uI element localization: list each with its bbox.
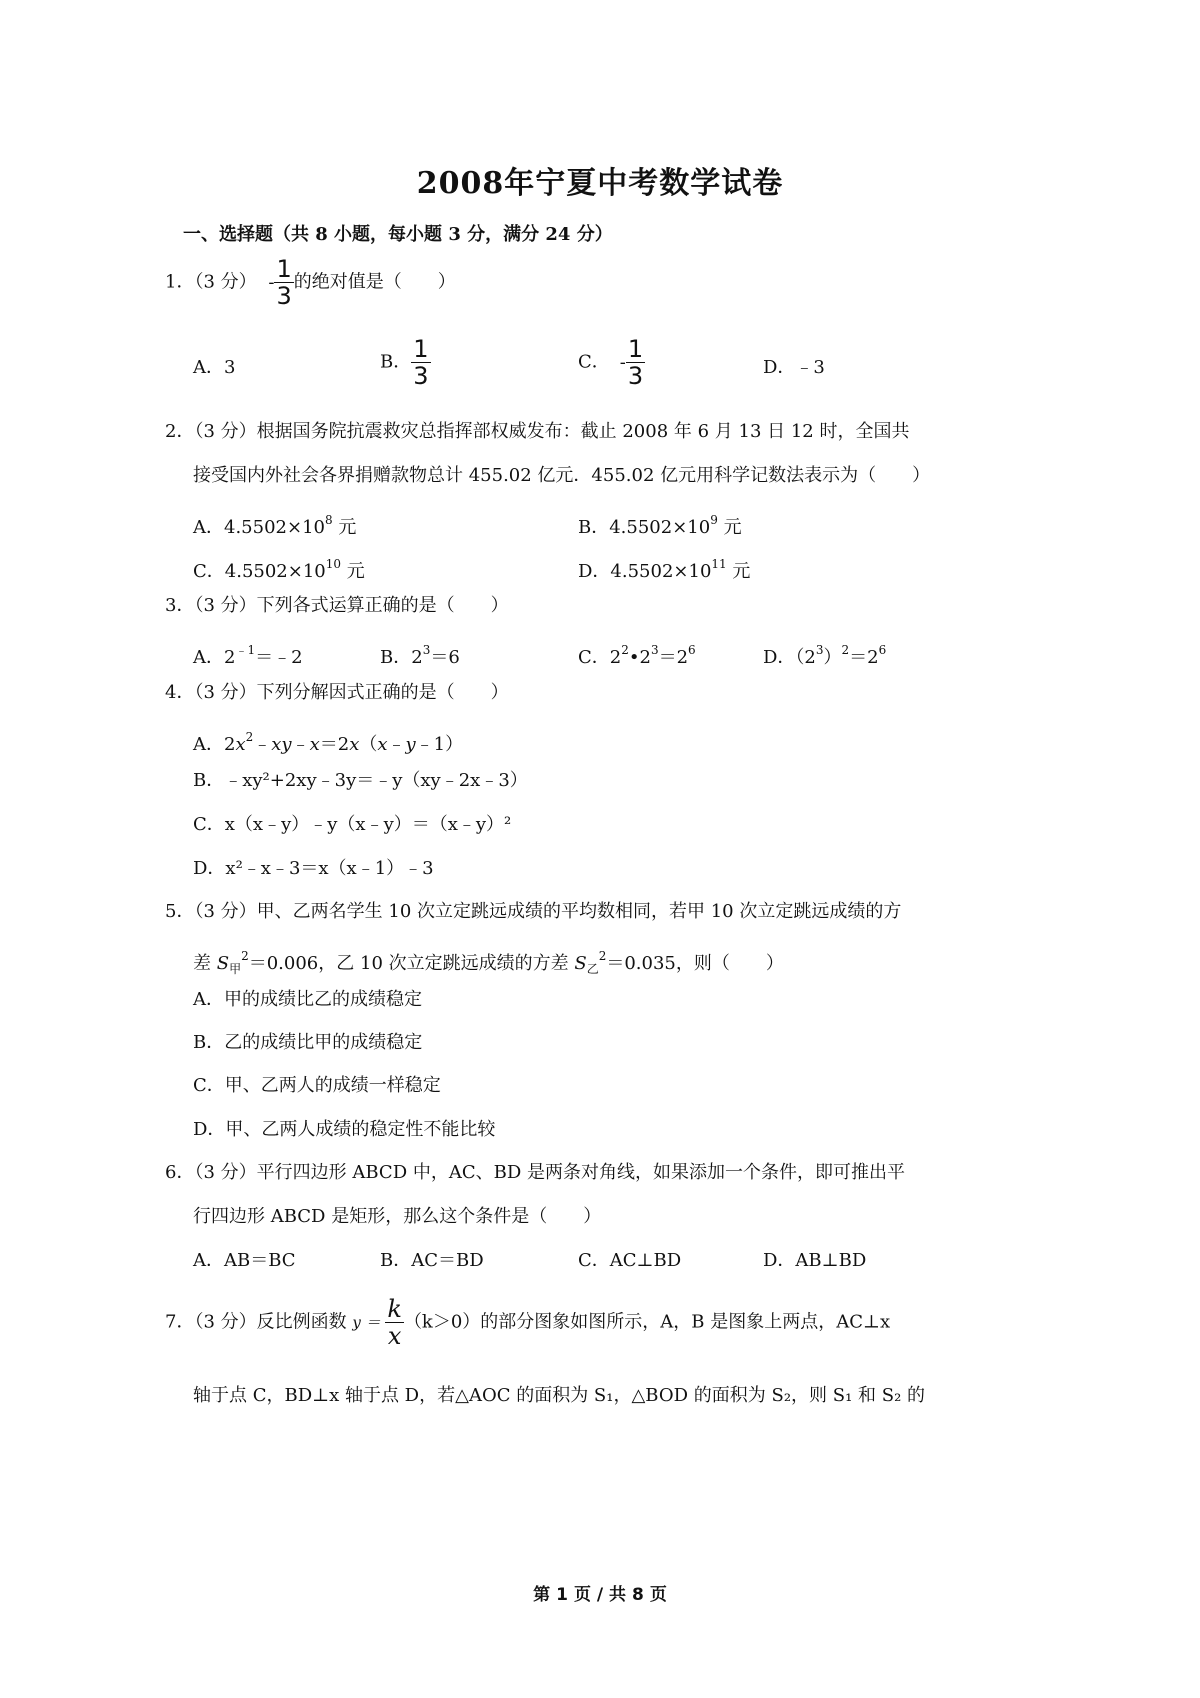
question-stem: 甲、乙两名学生 10 次立定跳远成绩的平均数相同，若甲 10 次立定跳远成绩的方 xyxy=(256,901,902,922)
question-5-line-2: 差 $S_甲^2=0.006$，乙 10 次立定跳远成绩的方差 $S_乙^2=0.035$，则（ ） xyxy=(193,949,784,976)
question-number: 6．（3 分） xyxy=(165,1162,257,1183)
option-c: C．AC⊥BD xyxy=(578,1250,682,1271)
question-stem: 反比例函数 xyxy=(256,1311,353,1333)
question-3 xyxy=(165,594,509,618)
fraction: $\frac{k}{x}$ xyxy=(387,1295,402,1350)
option-d: D．甲、乙两人成绩的稳定性不能比较 xyxy=(193,1119,496,1140)
question-6 xyxy=(165,1161,905,1185)
question-number: 7．（3 分） xyxy=(165,1311,257,1333)
option-b: B．﹣xy²+2xy﹣3y＝﹣y（xy﹣2x﹣3） xyxy=(193,770,528,791)
question-number: 4．（3 分） xyxy=(165,682,257,703)
question-number: 2．（3 分） xyxy=(165,421,257,442)
question-7: 7．（3 分）反比例函数 y ＝ $\frac{k}{x}$ （k＞0）的部分图象如图所示，A，B 是图象上两点，AC⊥x xyxy=(165,1295,891,1350)
page-number: 1 xyxy=(556,1585,568,1605)
question-number: 5．（3 分） xyxy=(165,901,257,922)
option-b: B．乙的成绩比甲的成绩稳定 xyxy=(193,1032,423,1053)
option-d: D．AB⊥BD xyxy=(763,1250,867,1271)
question-5 xyxy=(165,900,901,924)
option-c: C． - $\frac{1}{3}$ xyxy=(578,335,644,390)
question-sign: - xyxy=(268,271,275,293)
option-d: D．$(2^3)^2=2^6$ xyxy=(763,643,887,668)
question-stem: 平行四边形 ABCD 中，AC、BD 是两条对角线，如果添加一个条件，即可推出平 xyxy=(256,1162,905,1183)
question-7-line-2: 轴于点 C，BD⊥x 轴于点 D，若△AOC 的面积为 S₁，△BOD 的面积为 S₂，则 S₁ 和 S₂ 的 xyxy=(193,1385,926,1406)
option-a: A．$2^{﹣1}=﹣2$ xyxy=(193,643,303,668)
option-d: D．x²﹣x﹣3＝x（x﹣1）﹣3 xyxy=(193,858,434,879)
option-d: D．﹣3 xyxy=(763,357,825,378)
page-footer: 第 1 页 / 共 8 页 xyxy=(533,1585,667,1605)
option-b: B．$2^3=6$ xyxy=(380,643,460,668)
option-d: D．$4.5502\times 10^{11}$ 元 xyxy=(578,557,751,582)
option-b: B．$4.5502\times 10^9$ 元 xyxy=(578,513,742,538)
option-a: A．$4.5502\times 10^8$ 元 xyxy=(193,513,357,538)
question-2-line-2: 接受国内外社会各界捐赠款物总计 455.02 亿元．455.02 亿元用科学记数法表示为（ ） xyxy=(193,465,931,486)
option-a: A．$2x^2﹣xy﹣x=2x(x﹣y﹣1)$ xyxy=(193,730,464,755)
option-b: B．AC＝BD xyxy=(380,1250,484,1271)
option-c: C．甲、乙两人的成绩一样稳定 xyxy=(193,1075,441,1096)
question-stem: 下列分解因式正确的是（ ） xyxy=(256,682,509,703)
question-6-line-2: 行四边形 ABCD 是矩形，那么这个条件是（ ） xyxy=(193,1206,602,1227)
page-title: 2008年宁夏中考数学试卷 xyxy=(416,166,784,201)
question-stem: 根据国务院抗震救灾总指挥部权威发布：截止 2008 年 6 月 13 日 12 时，全国共 xyxy=(256,421,910,442)
option-c: C．$4.5502\times 10^{10}$ 元 xyxy=(193,557,365,582)
option-c: C．$2^2•2^3=2^6$ xyxy=(578,643,696,668)
question-2 xyxy=(165,420,909,444)
page-total: 8 xyxy=(632,1585,644,1605)
option-a: A．甲的成绩比乙的成绩稳定 xyxy=(193,989,422,1010)
fraction: $\frac{1}{3}$ xyxy=(413,335,429,390)
section-heading: 一、选择题（共 8 小题，每小题 3 分，满分 24 分） xyxy=(183,224,613,245)
question-number: 3．（3 分） xyxy=(165,595,257,616)
option-a: A．AB＝BC xyxy=(193,1250,296,1271)
option-a: A．3 xyxy=(193,357,236,378)
question-stem: 下列各式运算正确的是（ ） xyxy=(256,595,509,616)
option-b: B． $\frac{1}{3}$ xyxy=(380,335,429,390)
fraction: $\frac{1}{3}$ xyxy=(627,335,644,390)
question-number: 1．（3 分） xyxy=(165,271,257,293)
question-1 xyxy=(165,256,456,309)
fraction: $\frac{1}{3}$ xyxy=(276,255,292,310)
question-4 xyxy=(165,681,509,705)
option-c: C．x（x﹣y）﹣y（x﹣y）＝（x﹣y）² xyxy=(193,814,512,835)
question-stem: 的绝对值是（ ） xyxy=(293,271,456,293)
function-name: y ＝ xyxy=(352,1313,386,1332)
